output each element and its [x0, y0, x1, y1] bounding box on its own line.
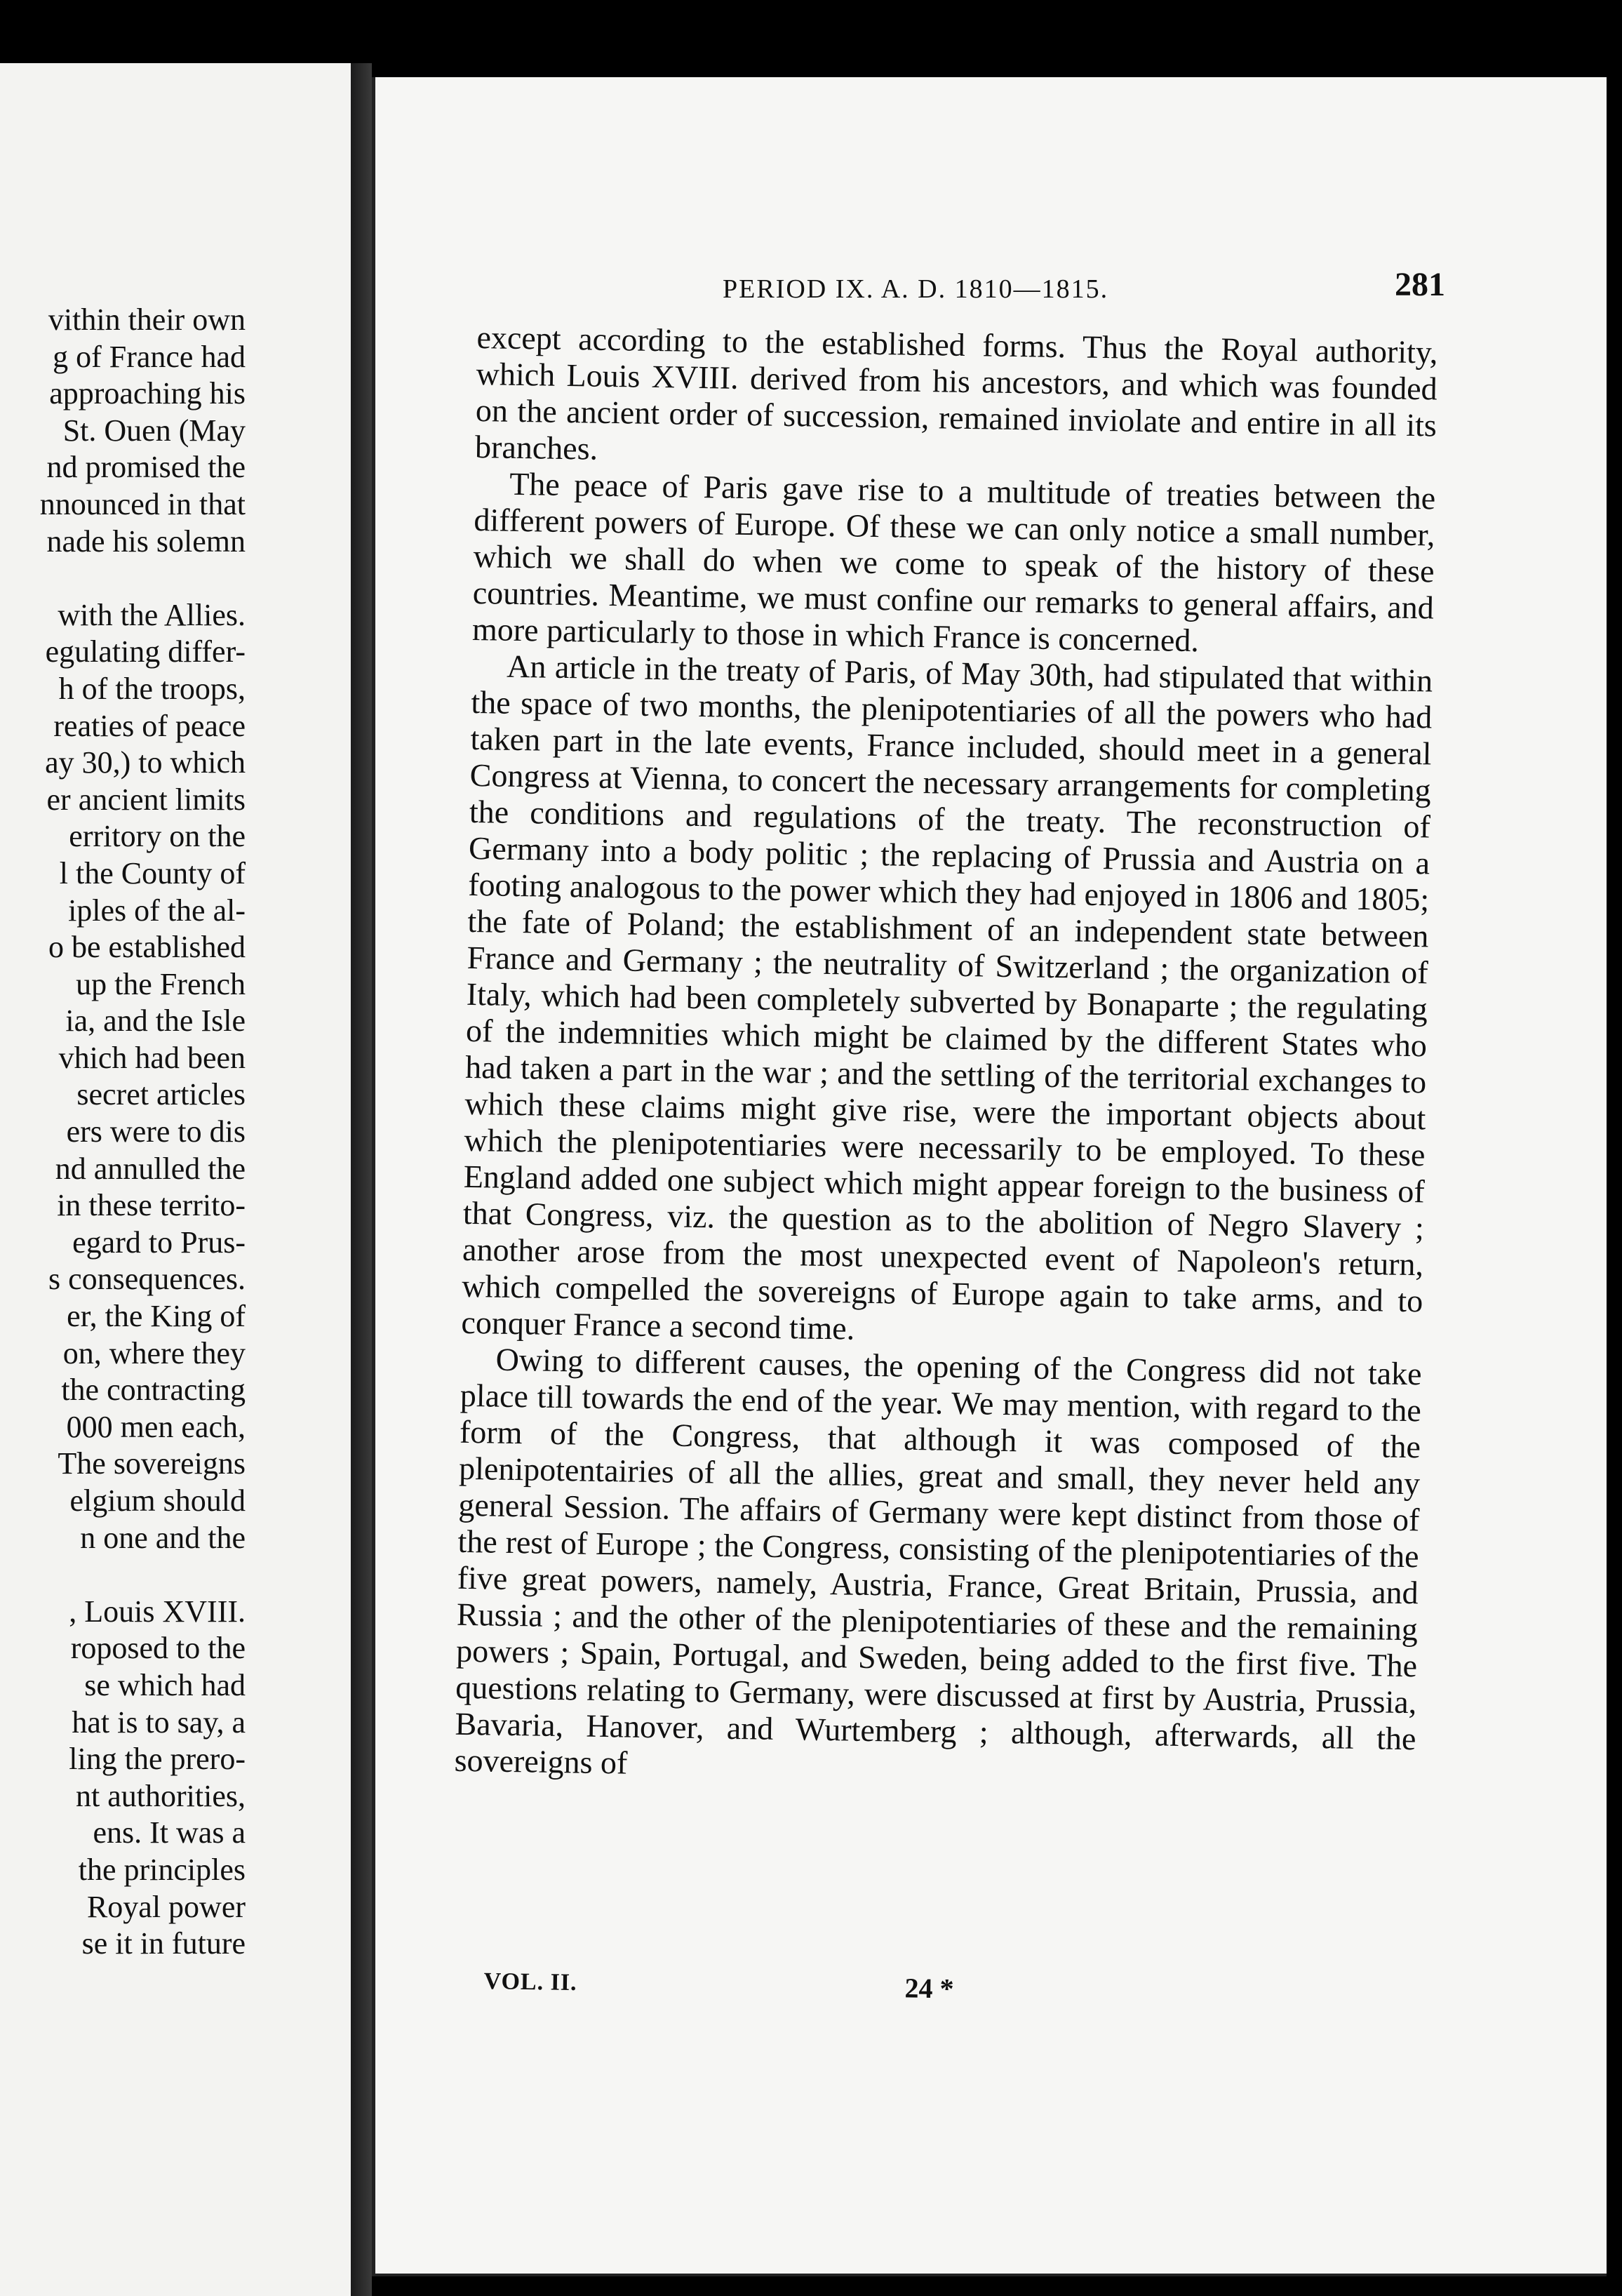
previous-page-line: ia, and the Isle	[65, 1003, 246, 1039]
previous-page-line: n one and the	[80, 1520, 246, 1555]
previous-page-line: nd promised the	[46, 450, 246, 485]
previous-page-line: 000 men each,	[66, 1409, 246, 1444]
paragraph-4: Owing to different causes, the opening of the Congress did not take place till towards the end of the year. We may mention, with regard to the form of the Congress, that although it was composed of the plenipotentairies of all the allies, great and small, they never held any general Session. The affairs of Germany were kept distinct from those of the rest of Europe ; the Congress, consisting of the plenipotentiaries of the five great powers, namely, Austria, France, Great Britain, Prussia, and Russia ; and the other of the plenipotentiaries of these and the remaining powers ; Spain, Portugal, and Sweden, being added to the first five. The questions relating to Germany, were discussed at first by Austria, Prussia, Bavaria, Hanover, and Wurtemberg ; although, afterwards, all the sovereigns of	[454, 1341, 1422, 1781]
previous-page-fragment	[0, 63, 355, 2296]
previous-page-line: hat is to say, a	[72, 1704, 246, 1740]
page-number: 281	[1395, 266, 1445, 303]
previous-page-line: er, the King of	[67, 1299, 246, 1334]
previous-page-line	[0, 1556, 246, 1594]
previous-page-line: ay 30,) to which	[45, 745, 246, 780]
previous-page-line: in these territo-	[57, 1188, 246, 1223]
running-header	[723, 265, 1445, 321]
previous-page-line: reaties of peace	[53, 708, 246, 743]
previous-page-line: roposed to the	[70, 1631, 246, 1666]
previous-page-line: h of the troops,	[58, 671, 246, 706]
previous-page-line: on, where they	[62, 1335, 246, 1370]
previous-page-line: the principles	[78, 1852, 246, 1887]
previous-page-line: se which had	[84, 1667, 246, 1702]
previous-page-line: s consequences.	[48, 1262, 246, 1297]
previous-page-line: , Louis XVIII.	[69, 1594, 246, 1629]
previous-page-line: ens. It was a	[93, 1815, 246, 1850]
previous-page-line: nt authorities,	[76, 1778, 246, 1813]
page-body	[454, 319, 1438, 1794]
previous-page-line: g of France had	[53, 339, 246, 374]
paragraph-3: An article in the treaty of Paris, of May 30th, had stipulated that within the space of two months, the plenipotentiaries of all the powers who had taken part in the late events, France included, should meet in a general Congress at Vienna, to concert the necessary arrangements for completing the conditions and regulations of the treaty. The reconstruction of Germany into a body politic ; the replacing of Prussia and Austria on a footing analogous to the power which they had enjoyed in 1806 and 1805; the fate of Poland; the establishment of an independent state between France and Germany ; the neutrality of Switzerland ; the organization of Italy, which had been completely subverted by Bonaparte ; the regulating of the indemnities which might be claimed by the different States who had taken a part in the war ; and the settling of the territorial exchanges to which these claims might give rise, were the important objects about which the plenipotentiaries were necessarily to be employed. To these England added one subject which might appear foreign to the business of that Congress, viz. the question as to the abolition of Negro Slavery ; another arose from the most unexpected event of Napoleon's return, which compelled the sovereigns of Europe again to take arms, and to conquer France a second time.	[461, 648, 1433, 1347]
signature-mark: 24 *	[904, 1972, 954, 2005]
previous-page-line: nnounced in that	[39, 486, 246, 521]
previous-page-line: iples of the al-	[68, 893, 246, 928]
previous-page-line: secret articles	[76, 1077, 246, 1112]
previous-page-line: approaching his	[49, 376, 246, 411]
previous-page-line: vhich had been	[58, 1040, 246, 1075]
previous-page-text	[0, 302, 246, 1963]
previous-page-line: Royal power	[86, 1889, 246, 1924]
previous-page-line: se it in future	[81, 1926, 246, 1961]
previous-page-line: er ancient limits	[46, 782, 246, 817]
previous-page-line: erritory on the	[69, 819, 246, 854]
paragraph-1: except according to the established forms. Thus the Royal authority, which Louis XVIII. derived from his ancestors, and which was founded on the ancient order of succession, remained inviolate and entire in all its branches.	[474, 319, 1438, 467]
previous-page-line: The sovereigns	[58, 1446, 246, 1481]
previous-page-line: egard to Prus-	[72, 1224, 246, 1260]
previous-page-line: vithin their own	[48, 302, 246, 337]
previous-page-line: with the Allies.	[58, 597, 246, 632]
previous-page-line: elgium should	[69, 1483, 246, 1518]
running-title: PERIOD IX. A. D. 1810—1815.	[723, 274, 1109, 304]
previous-page-line: nade his solemn	[46, 523, 246, 559]
previous-page-line: l the County of	[59, 855, 246, 890]
paragraph-2: The peace of Paris gave rise to a multitude of treaties between the different powers of Europe. Of these we can only notice a small number, which we shall do when we come to speak of the history of these countries. Meantime, we must confine our remarks to general affairs, and more particularly to those in which France is concerned.	[471, 465, 1436, 659]
previous-page-line	[0, 560, 246, 597]
previous-page-line: o be established	[48, 930, 246, 965]
previous-page-line: St. Ouen (May	[62, 413, 246, 448]
page-footer	[483, 1965, 975, 2015]
previous-page-line: the contracting	[61, 1373, 246, 1408]
volume-label: VOL. II.	[483, 1968, 577, 1996]
book-gutter	[351, 63, 372, 2296]
previous-page-line: ling the prero-	[69, 1742, 246, 1777]
previous-page-line: egulating differ-	[45, 634, 246, 669]
previous-page-line: nd annulled the	[55, 1151, 246, 1186]
previous-page-line: up the French	[76, 966, 246, 1001]
previous-page-line: ers were to dis	[66, 1114, 246, 1149]
